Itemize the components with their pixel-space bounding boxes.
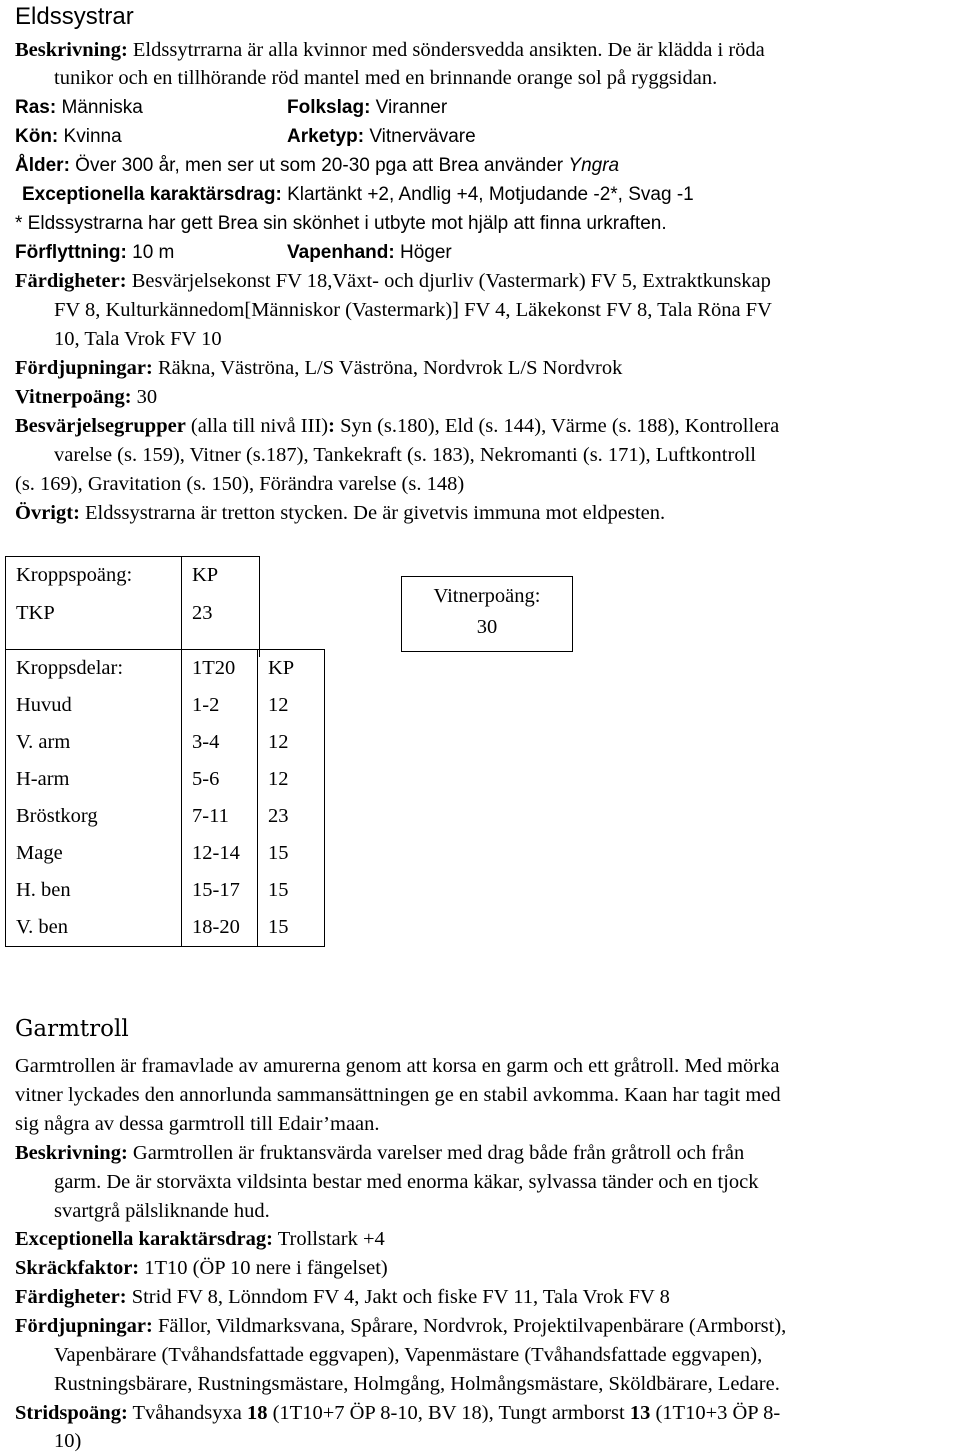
part-roll: 7-11 xyxy=(182,798,258,835)
table-row xyxy=(6,798,325,835)
eld-vitnerpoang: Vitnerpoäng: 30 xyxy=(15,386,158,408)
eld-besv-cont: varelse (s. 159), Vitner (s.187), Tankekraft (s. 183), Nekromanti (s. 171), Luftkontroll xyxy=(54,444,756,466)
section-title-eldssystrar: Eldssystrar xyxy=(15,3,134,30)
part-roll: 12-14 xyxy=(182,835,258,872)
garm-beskrivning-cont2: svartgrå pälsliknande hud. xyxy=(54,1200,270,1222)
part-kp: 15 xyxy=(268,916,289,938)
eld-vapenhand: Vapenhand: Höger xyxy=(287,242,452,263)
part-roll: 3-4 xyxy=(182,724,258,761)
part-kp: 15 xyxy=(268,879,289,901)
garm-fordjupningar: Fördjupningar: Fällor, Vildmarksvana, Spårare, Nordvrok, Projektilvapenbärare (Armborst), xyxy=(15,1315,787,1337)
t20-header: 1T20 xyxy=(182,650,258,688)
garm-intro-3: sig några av dessa garmtroll till Edair’maan. xyxy=(15,1113,380,1135)
eld-fardigheter-cont: FV 8, Kulturkännedom[Människor (Vastermark)] FV 4, Läkekonst FV 8, Tala Röna FV xyxy=(54,299,772,321)
part-name: Bröstkorg xyxy=(6,798,182,835)
vitnerpoang-value: 30 xyxy=(476,616,498,638)
kroppsdelar-table xyxy=(5,649,325,947)
part-kp: 23 xyxy=(268,805,289,827)
part-name: V. arm xyxy=(6,724,182,761)
eld-exceptionella: Exceptionella karaktärsdrag: Klartänkt +2, Andlig +4, Motjudande -2*, Svag -1 xyxy=(22,184,694,205)
garm-intro-2: vitner lyckades den annorlunda sammansättningen ge en stabil avkomma. Kaan har tagit med xyxy=(15,1084,781,1106)
section-title-garmtroll: Garmtroll xyxy=(15,1016,129,1042)
eld-arketyp: Arketyp: Vitnervävare xyxy=(287,126,476,147)
eld-kon: Kön: Kvinna xyxy=(15,126,122,147)
part-roll: 15-17 xyxy=(182,872,258,909)
eld-beskrivning: Beskrivning: Eldssytrrarna är alla kvinnor med söndersvedda ansikten. De är klädda i röda xyxy=(15,39,765,61)
vitnerpoang-label: Vitnerpoäng: xyxy=(433,585,541,607)
kroppspoang-header: Kroppspoäng: xyxy=(6,557,182,595)
eld-beskrivning-cont: tunikor och en tillhörande röd mantel med en brinnande orange sol på ryggsidan. xyxy=(54,67,718,89)
kp-col-header: KP xyxy=(268,657,295,679)
part-name: H-arm xyxy=(6,761,182,798)
garm-intro-1: Garmtrollen är framavlade av amurerna genom att korsa en garm och ett gråtroll. Med mörka xyxy=(15,1055,780,1077)
eld-folkslag: Folkslag: Viranner xyxy=(287,97,448,118)
tkp-label: TKP xyxy=(6,595,182,633)
eld-ovrigt: Övrigt: Eldssystrarna är tretton stycken. De är givetvis immuna mot eldpesten. xyxy=(15,502,666,524)
garm-fordjupningar-cont2: Rustningsbärare, Rustningsmästare, Holmgång, Holmångsmästare, Sköldbärare, Ledare. xyxy=(54,1373,780,1395)
part-roll: 1-2 xyxy=(182,687,258,724)
part-roll: 5-6 xyxy=(182,761,258,798)
eld-forflyttning: Förflyttning: 10 m xyxy=(15,242,175,263)
garm-fardigheter: Färdigheter: Strid FV 8, Lönndom FV 4, Jakt och fiske FV 11, Tala Vrok FV 8 xyxy=(15,1286,670,1308)
part-roll: 18-20 xyxy=(182,909,258,947)
kroppspoang-table xyxy=(5,556,260,657)
eld-ras: Ras: Människa xyxy=(15,97,143,118)
eld-besv-cont2: (s. 169), Gravitation (s. 150), Förändra varelse (s. 148) xyxy=(15,473,465,495)
eld-note: * Eldssystrarna har gett Brea sin skönhet i utbyte mot hjälp att finna urkraften. xyxy=(15,213,667,234)
part-name: Mage xyxy=(6,835,182,872)
part-kp: 12 xyxy=(268,731,289,753)
part-name: Huvud xyxy=(6,687,182,724)
part-kp: 15 xyxy=(268,842,289,864)
part-name: H. ben xyxy=(6,872,182,909)
eld-besvarjelsegrupper: Besvärjelsegrupper (alla till nivå III): Syn (s.180), Eld (s. 144), Värme (s. 188), Kontrollera xyxy=(15,415,780,437)
table-row xyxy=(6,724,325,761)
garm-fordjupningar-cont: Vapenbärare (Tvåhandsfattade eggvapen), Vapenmästare (Tvåhandsfattade eggvapen), xyxy=(54,1344,763,1366)
table-row xyxy=(6,909,325,947)
garm-stridspoang: Stridspoäng: Tvåhandsyxa 18 (1T10+7 ÖP 8-10, BV 18), Tungt armborst 13 (1T10+3 ÖP 8- xyxy=(15,1402,781,1424)
table-row xyxy=(6,872,325,909)
eld-fardigheter: Färdigheter: Besvärjelsekonst FV 18,Växt- och djurliv (Vastermark) FV 5, Extraktkunskap xyxy=(15,270,771,292)
eld-fardigheter-cont2: 10, Tala Vrok FV 10 xyxy=(54,328,222,350)
kroppsdelar-header-row xyxy=(6,650,325,688)
eld-alder: Ålder: Över 300 år, men ser ut som 20-30 pga att Brea använder Yngra xyxy=(15,155,620,176)
part-kp: 12 xyxy=(268,768,289,790)
garm-beskrivning: Beskrivning: Garmtrollen är fruktansvärda varelser med drag både från gråtroll och från xyxy=(15,1142,745,1164)
tkp-value: 23 xyxy=(192,602,213,624)
part-name: V. ben xyxy=(6,909,182,947)
garm-beskrivning-cont: garm. De är storväxta vildsinta bestar med enorma käkar, sylvassa tänder och en tjock xyxy=(54,1171,759,1193)
table-row xyxy=(6,835,325,872)
eld-fordjupningar: Fördjupningar: Räkna, Väströna, L/S Väströna, Nordvrok L/S Nordvrok xyxy=(15,357,623,379)
table-row xyxy=(6,687,325,724)
kroppsdelar-header: Kroppsdelar: xyxy=(6,650,182,688)
garm-stridspoang-cont: 10) xyxy=(54,1430,82,1452)
part-kp: 12 xyxy=(268,694,289,716)
garm-exceptionella: Exceptionella karaktärsdrag: Trollstark +4 xyxy=(15,1228,385,1250)
table-row xyxy=(6,761,325,798)
garm-skrackfaktor: Skräckfaktor: 1T10 (ÖP 10 nere i fängelset) xyxy=(15,1257,388,1279)
vitnerpoang-box xyxy=(401,576,573,652)
kp-header: KP xyxy=(192,564,219,587)
